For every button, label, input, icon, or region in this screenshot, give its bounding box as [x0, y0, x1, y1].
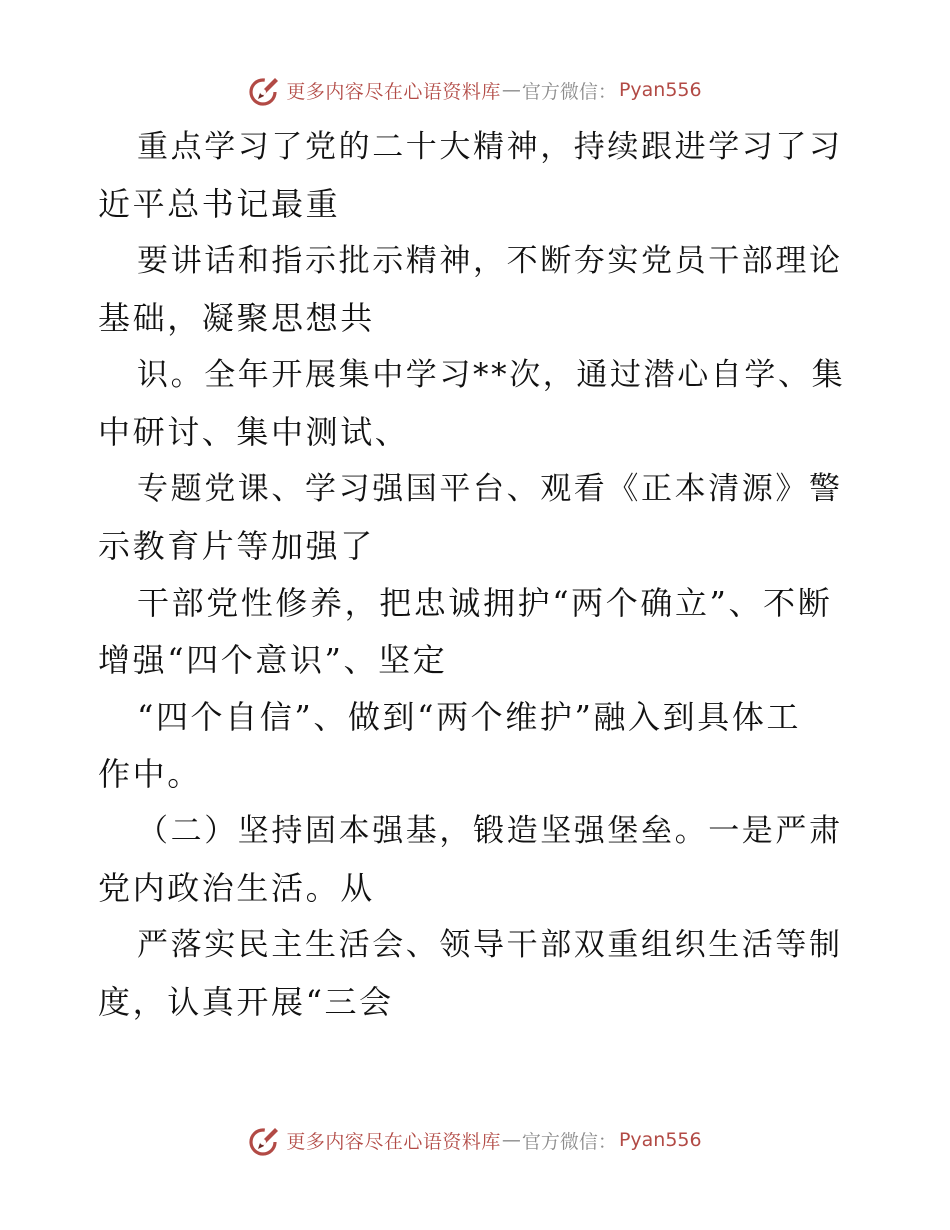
text-line: 党内政治生活。从 [98, 869, 375, 907]
text-line: 干部党性修养，把忠诚拥护“两个确立”、不断 [137, 584, 833, 622]
banner-wechat-id: Pyan556 [618, 79, 702, 101]
text-line: “四个自信”、做到“两个维护”融入到具体工 [137, 698, 802, 736]
text-line: 专题党课、学习强国平台、观看《正本清源》警 [137, 471, 843, 507]
text-line: 要讲话和指示批示精神，不断夯实党员干部理论 [137, 243, 843, 279]
text-line: 近平总书记最重 [98, 185, 341, 223]
text-line: 度，认真开展“三会 [98, 983, 394, 1021]
pen-nib-swirl-logo-icon [248, 73, 282, 107]
text-line: 识。全年开展集中学习**次，通过潜心自学、集 [137, 357, 846, 393]
text-line: 示教育片等加强了 [98, 527, 375, 565]
banner-wechat-label: 官方微信： [521, 80, 617, 103]
text-line: 作中。 [98, 755, 202, 793]
header-watermark-banner [0, 70, 950, 110]
banner-separator: — [501, 1129, 521, 1151]
footer-watermark-banner [0, 1120, 950, 1160]
text-line: 基础，凝聚思想共 [98, 299, 375, 337]
text-line: 严落实民主生活会、领导干部双重组织生活等制 [137, 927, 843, 963]
banner-slogan: 更多内容尽在心语资料库 [286, 80, 501, 103]
pen-nib-swirl-logo-icon [248, 1123, 282, 1157]
document-body [98, 119, 852, 1031]
banner-slogan: 更多内容尽在心语资料库 [286, 1130, 501, 1153]
text-line: 中研讨、集中测试、 [98, 413, 410, 451]
text-line: （二）坚持固本强基，锻造坚强堡垒。一是严肃 [137, 813, 843, 849]
text-line: 增强“四个意识”、坚定 [98, 641, 448, 679]
banner-separator: — [501, 79, 521, 101]
text-line: 重点学习了党的二十大精神，持续跟进学习了习 [137, 129, 843, 165]
banner-wechat-id: Pyan556 [618, 1129, 702, 1151]
banner-wechat-label: 官方微信： [521, 1130, 617, 1153]
